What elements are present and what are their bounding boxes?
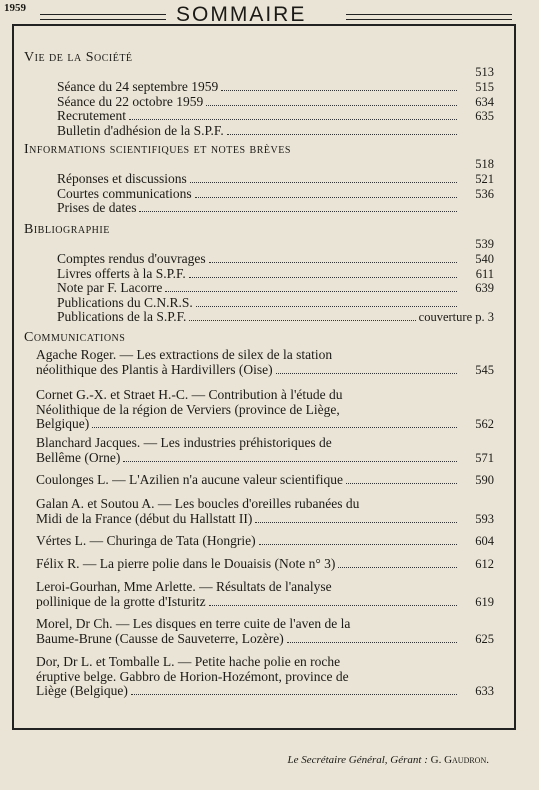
communication-entry[interactable] <box>36 388 494 432</box>
page-number: 545 <box>475 362 494 377</box>
footer-signature: Le Secrétaire Général, Gérant : G. Gaudron. <box>287 754 489 766</box>
toc-entry[interactable]: Comptes rendus d'ouvrages 540 <box>57 251 494 266</box>
communication-entry[interactable] <box>36 655 494 699</box>
section-bibliographie <box>24 222 494 325</box>
communication-entry[interactable] <box>36 473 494 488</box>
section-heading: Bibliographie <box>24 222 110 237</box>
section-first-page: 539 <box>475 237 494 251</box>
toc-entry[interactable]: Recrutement 635 <box>57 108 494 123</box>
communication-line: Néolithique de la région de Verviers (province de Liège, <box>36 401 340 417</box>
page-number: 619 <box>475 594 494 609</box>
section-heading: Informations scientifiques et notes brèves <box>24 142 291 157</box>
communication-entry[interactable] <box>36 580 494 609</box>
title-rule-right <box>346 14 512 20</box>
toc-entry[interactable]: Courtes communications 536 <box>57 185 494 201</box>
communication-entry[interactable] <box>36 348 494 377</box>
communication-entry[interactable] <box>36 557 494 572</box>
communication-line: Bellême (Orne) 571 <box>36 449 494 465</box>
section-communications <box>24 330 494 346</box>
communication-line: Félix R. — La pierre polie dans le Douaisis (Note n° 3) 612 <box>36 556 494 571</box>
toc-entry[interactable]: Séance du 24 septembre 1959 515 <box>57 79 494 94</box>
communication-line: néolithique des Plantis à Hardivillers (Oise) 545 <box>36 361 494 377</box>
toc-entry[interactable]: Note par F. Lacorre 639 <box>57 280 494 295</box>
toc-entry[interactable]: Prises de dates <box>24 201 494 216</box>
page-number: 590 <box>475 473 494 487</box>
page-title: SOMMAIRE <box>176 3 307 26</box>
toc-entry[interactable]: Publications du C.N.R.S. <box>24 296 494 311</box>
toc-entry[interactable]: Livres offerts à la S.P.F. 611 <box>57 265 494 281</box>
page-number: 604 <box>475 534 494 548</box>
title-rule-left <box>40 14 166 20</box>
section-first-page: 513 <box>475 65 494 79</box>
communication-line: Morel, Dr Ch. — Les disques en terre cuite de l'aven de la <box>36 616 351 631</box>
section-info <box>24 142 494 216</box>
page-number: 562 <box>475 417 494 431</box>
entry-list <box>24 252 494 325</box>
page-number: 633 <box>475 684 494 698</box>
communication-line: Belgique) 562 <box>36 416 494 431</box>
communication-line: Galan A. et Soutou A. — Les boucles d'oreilles rubanées du <box>36 496 360 511</box>
page-number: 625 <box>475 631 494 646</box>
section-vie <box>24 50 494 138</box>
communication-entry[interactable] <box>36 617 494 646</box>
page-number: 571 <box>475 450 494 465</box>
entry-list <box>24 80 494 138</box>
toc-entry[interactable]: Publications de la S.P.F. couverture p. 3 <box>57 309 494 324</box>
communication-line: Dor, Dr L. et Tomballe L. — Petite hache polie en roche <box>36 654 341 669</box>
communication-line: Liège (Belgique) 633 <box>36 683 494 698</box>
communication-line: Agache Roger. — Les extractions de silex de la station <box>36 347 333 362</box>
communication-entry[interactable] <box>36 497 494 526</box>
entry-list <box>24 172 494 216</box>
toc-entry[interactable]: Bulletin d'adhésion de la S.P.F. <box>24 124 494 139</box>
section-first-page: 518 <box>475 157 494 171</box>
page-number: 593 <box>475 511 494 526</box>
section-heading: Communications <box>24 330 126 345</box>
communication-line: Leroi-Gourhan, Mme Arlette. — Résultats de l'analyse <box>36 579 332 594</box>
communication-entry[interactable] <box>36 534 494 549</box>
communication-line: Cornet G.-X. et Straet H.-C. — Contribution à l'étude du <box>36 387 343 402</box>
communication-line: Blanchard Jacques. — Les industries préhistoriques de <box>36 435 332 450</box>
communication-line: Baume-Brune (Causse de Sauveterre, Lozère) 625 <box>36 630 494 646</box>
toc-entry[interactable]: Réponses et discussions 521 <box>57 171 494 186</box>
section-heading: Vie de la Société <box>24 50 133 65</box>
communication-line: pollinique de la grotte d'Isturitz 619 <box>36 593 494 609</box>
communication-line: Coulonges L. — L'Azilien n'a aucune valeur scientifique 590 <box>36 472 494 487</box>
communication-line: Midi de la France (début du Hallstatt II) 593 <box>36 510 494 526</box>
communication-line: Vértes L. — Churinga de Tata (Hongrie) 604 <box>36 533 494 548</box>
toc-entry[interactable]: Séance du 22 octobre 1959 634 <box>57 93 494 109</box>
communication-line: éruptive belge. Gabbro de Horion-Hozémont, province de <box>36 668 349 684</box>
page-year: 1959 <box>4 2 26 14</box>
page-number: 612 <box>475 557 494 571</box>
communication-entry[interactable] <box>36 436 494 465</box>
